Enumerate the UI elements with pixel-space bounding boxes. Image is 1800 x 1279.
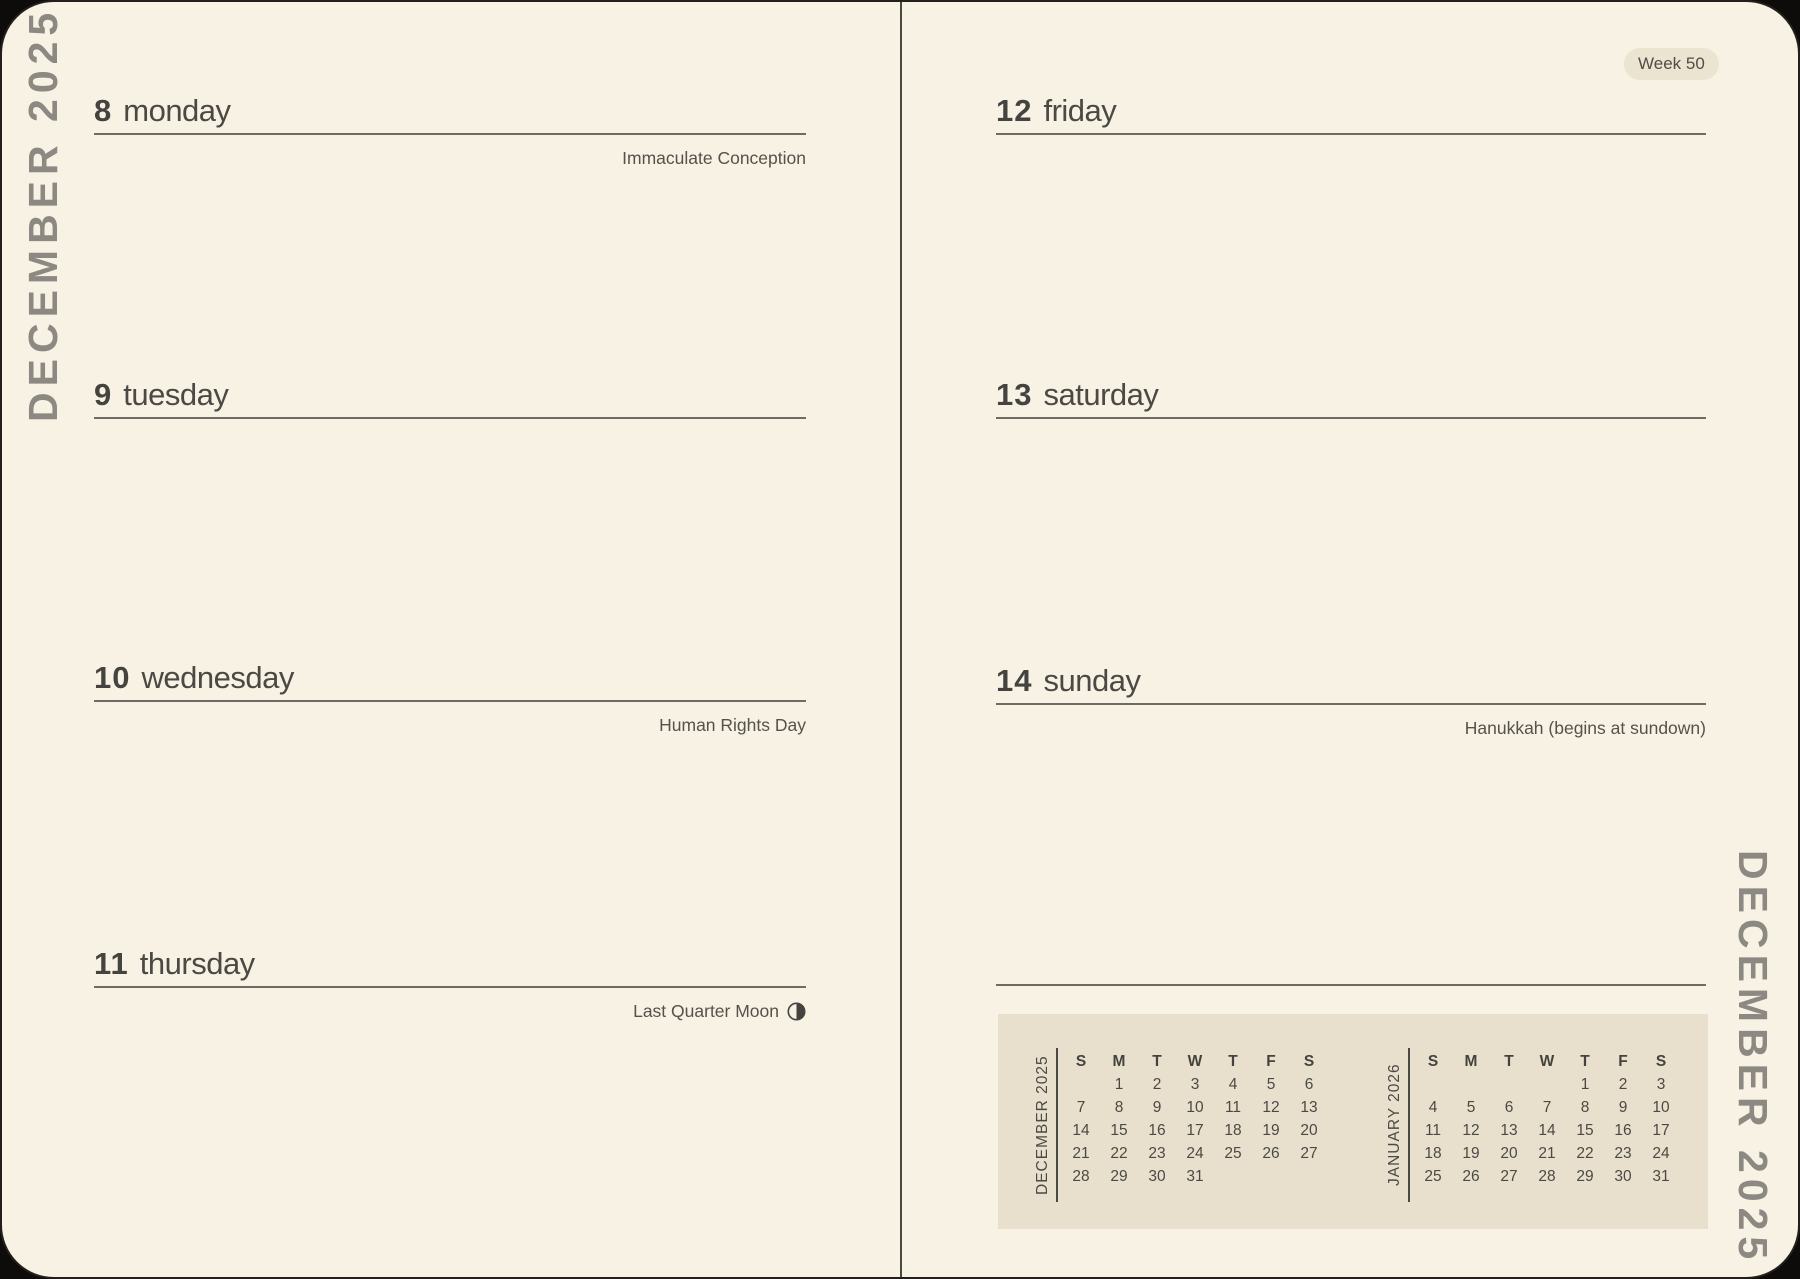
mini-cal-empty-cell [1290, 1165, 1328, 1188]
mini-cal-date: 2 [1152, 1076, 1162, 1093]
mini-cal-date: 13 [1300, 1099, 1318, 1116]
day-number: 9 [94, 377, 113, 412]
mini-cal-date: 3 [1190, 1076, 1200, 1093]
day-name: tuesday [123, 377, 229, 412]
mini-cal-date: 5 [1266, 1076, 1276, 1093]
day-name: thursday [139, 946, 255, 981]
mini-cal-date: 24 [1652, 1145, 1670, 1162]
right-month-vertical-label: DECEMBER 2025 [1730, 850, 1776, 1266]
left-month-vertical-label: DECEMBER 2025 [20, 6, 66, 422]
moon-phase-note [94, 1000, 806, 1022]
day-name: saturday [1043, 377, 1159, 412]
day-number: 14 [996, 663, 1033, 698]
holiday-note [94, 714, 806, 736]
mini-cal-date: 31 [1652, 1168, 1670, 1185]
day-name: friday [1043, 93, 1117, 128]
day-block-thursday [94, 939, 806, 1022]
mini-cal-weekday-header: W [1187, 1053, 1203, 1070]
mini-cal-empty-cell [1252, 1165, 1290, 1188]
mini-cal-date: 24 [1186, 1145, 1204, 1162]
day-number: 13 [996, 377, 1033, 412]
mini-cal-date: 12 [1262, 1099, 1280, 1116]
mini-cal-date: 22 [1110, 1145, 1128, 1162]
mini-cal-date: 7 [1542, 1099, 1552, 1116]
day-name: wednesday [141, 660, 294, 695]
mini-calendar-divider-rule [1408, 1048, 1410, 1202]
mini-cal-date: 6 [1304, 1076, 1314, 1093]
mini-cal-weekday-header: S [1075, 1053, 1087, 1070]
day-number: 12 [996, 93, 1033, 128]
mini-cal-weekday-header: S [1303, 1053, 1315, 1070]
mini-cal-date: 9 [1152, 1099, 1162, 1116]
mini-cal-date: 30 [1614, 1168, 1632, 1185]
mini-cal-date: 22 [1576, 1145, 1594, 1162]
mini-cal-date: 4 [1428, 1099, 1438, 1116]
mini-cal-date: 1 [1580, 1076, 1590, 1093]
mini-cal-weekday-header: M [1464, 1053, 1478, 1070]
holiday-note [996, 717, 1706, 739]
mini-calendar-december-2025 [1034, 1048, 1328, 1202]
mini-cal-date: 27 [1500, 1168, 1518, 1185]
day-header [996, 86, 1706, 135]
mini-cal-date: 21 [1538, 1145, 1556, 1162]
mini-cal-weekday-header: F [1266, 1053, 1276, 1070]
mini-calendar-january-2026 [1386, 1048, 1680, 1202]
mini-cal-weekday-header: F [1618, 1053, 1628, 1070]
mini-cal-date: 6 [1504, 1099, 1514, 1116]
mini-cal-date: 30 [1148, 1168, 1166, 1185]
day-name: sunday [1043, 663, 1141, 698]
mini-cal-empty-cell [1414, 1073, 1452, 1096]
day-header [996, 656, 1706, 705]
day-name: monday [123, 93, 231, 128]
mini-cal-date: 19 [1262, 1122, 1280, 1139]
mini-cal-weekday-header: T [1152, 1053, 1162, 1070]
mini-cal-date: 25 [1224, 1145, 1242, 1162]
mini-cal-empty-cell [1214, 1165, 1252, 1188]
mini-cal-empty-cell [1528, 1073, 1566, 1096]
holiday-note-text: Hanukkah (begins at sundown) [1464, 717, 1706, 738]
day-header [94, 86, 806, 135]
mini-cal-date: 17 [1186, 1122, 1204, 1139]
mini-cal-date: 8 [1114, 1099, 1124, 1116]
last-quarter-moon-icon [787, 1002, 806, 1021]
mini-cal-date: 15 [1576, 1122, 1594, 1139]
day-block-friday [996, 86, 1706, 135]
moon-phase-text: Last Quarter Moon [633, 1000, 779, 1021]
day-header [996, 370, 1706, 419]
mini-cal-date: 26 [1262, 1145, 1280, 1162]
mini-cal-date: 21 [1072, 1145, 1090, 1162]
mini-calendars-panel [998, 1014, 1708, 1229]
mini-calendar-month-label: DECEMBER 2025 [1034, 1055, 1051, 1195]
mini-cal-date: 19 [1462, 1145, 1480, 1162]
mini-cal-date: 10 [1186, 1099, 1204, 1116]
day-header [94, 653, 806, 702]
mini-cal-date: 20 [1300, 1122, 1318, 1139]
mini-cal-date: 28 [1072, 1168, 1090, 1185]
mini-cal-date: 1 [1114, 1076, 1124, 1093]
mini-cal-date: 7 [1076, 1099, 1086, 1116]
mini-calendar-grid [1062, 1050, 1328, 1188]
mini-cal-date: 5 [1466, 1099, 1476, 1116]
mini-cal-date: 10 [1652, 1099, 1670, 1116]
blank-writing-line [996, 984, 1706, 986]
mini-cal-date: 23 [1148, 1145, 1166, 1162]
mini-cal-date: 8 [1580, 1099, 1590, 1116]
day-header [94, 939, 806, 988]
mini-cal-date: 11 [1224, 1099, 1242, 1116]
mini-cal-empty-cell [1062, 1073, 1100, 1096]
mini-cal-date: 16 [1148, 1122, 1166, 1139]
mini-cal-weekday-header: T [1228, 1053, 1238, 1070]
mini-cal-date: 29 [1576, 1168, 1594, 1185]
holiday-note-text: Immaculate Conception [622, 147, 806, 168]
mini-cal-weekday-header: M [1112, 1053, 1126, 1070]
mini-cal-date: 17 [1652, 1122, 1670, 1139]
mini-cal-date: 11 [1424, 1122, 1442, 1139]
day-block-tuesday [94, 370, 806, 419]
mini-calendar-month-label: JANUARY 2026 [1386, 1063, 1403, 1187]
mini-cal-empty-cell [1452, 1073, 1490, 1096]
mini-cal-date: 2 [1618, 1076, 1628, 1093]
day-block-sunday [996, 656, 1706, 739]
mini-cal-empty-cell [1490, 1073, 1528, 1096]
mini-cal-date: 18 [1424, 1145, 1442, 1162]
mini-cal-weekday-header: S [1655, 1053, 1667, 1070]
day-header [94, 370, 806, 419]
mini-calendar-divider-rule [1056, 1048, 1058, 1202]
mini-cal-weekday-header: S [1427, 1053, 1439, 1070]
mini-cal-date: 28 [1538, 1168, 1556, 1185]
mini-cal-date: 25 [1424, 1168, 1442, 1185]
mini-cal-date: 15 [1110, 1122, 1128, 1139]
page-spine-divider [900, 2, 902, 1277]
day-block-wednesday [94, 653, 806, 736]
mini-cal-weekday-header: W [1539, 1053, 1555, 1070]
mini-cal-date: 20 [1500, 1145, 1518, 1162]
day-number: 10 [94, 660, 131, 695]
holiday-note-text: Human Rights Day [659, 714, 806, 735]
mini-cal-date: 12 [1462, 1122, 1480, 1139]
mini-cal-weekday-header: T [1504, 1053, 1514, 1070]
mini-cal-date: 14 [1072, 1122, 1090, 1139]
mini-cal-date: 16 [1614, 1122, 1632, 1139]
mini-cal-date: 27 [1300, 1145, 1318, 1162]
mini-cal-date: 9 [1618, 1099, 1628, 1116]
mini-cal-date: 13 [1500, 1122, 1518, 1139]
mini-cal-date: 23 [1614, 1145, 1632, 1162]
mini-cal-date: 4 [1228, 1076, 1238, 1093]
week-number-badge: Week 50 [1624, 48, 1719, 80]
day-number: 8 [94, 93, 113, 128]
mini-cal-date: 3 [1656, 1076, 1666, 1093]
holiday-note [94, 147, 806, 169]
day-block-saturday [996, 370, 1706, 419]
mini-cal-date: 14 [1538, 1122, 1556, 1139]
mini-cal-date: 26 [1462, 1168, 1480, 1185]
mini-calendar-grid [1414, 1050, 1680, 1188]
day-block-monday [94, 86, 806, 169]
day-number: 11 [94, 946, 129, 981]
mini-cal-date: 31 [1186, 1168, 1204, 1185]
mini-cal-weekday-header: T [1580, 1053, 1590, 1070]
mini-cal-date: 18 [1224, 1122, 1242, 1139]
mini-cal-date: 29 [1110, 1168, 1128, 1185]
